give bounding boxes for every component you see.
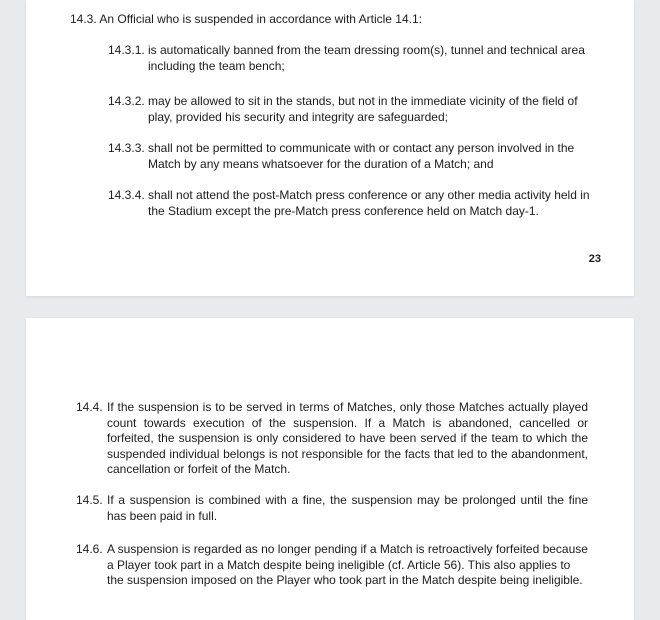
clause-number: 14.4. — [76, 400, 103, 414]
clause-text: is automatically banned from the team dressing room(s), tunnel and technical area including the team bench; — [148, 43, 585, 73]
document-page-top — [26, 0, 634, 296]
clause-14-3-3 — [108, 141, 598, 172]
clause-text: If the suspension is to be served in terms of Matches, only those Matches actually played count towards execution of the suspension. If a Match is abandoned, cancelled or forfeited, the suspension is only considered to have been served if the team to which the suspended individual belongs is not responsible for the facts that led to the abandonment, cancellation or forfeit of the Match. — [107, 400, 588, 476]
clause-text: shall not attend the post-Match press conference or any other media activity held in the Stadium except the pre-Match press conference held on Match day-1. — [148, 188, 590, 218]
clause-text: shall not be permitted to communicate with or contact any person involved in the Match by any means whatsoever for the duration of a Match; and — [148, 141, 575, 171]
clause-number: 14.3.3. — [108, 141, 145, 155]
clause-text: may be allowed to sit in the stands, but not in the immediate vicinity of the field of play, provided his security and integrity are safeguarded; — [148, 94, 578, 124]
clause-14-4 — [76, 400, 588, 478]
section-text: An Official who is suspended in accordance with Article 14.1: — [99, 12, 422, 26]
clause-number: 14.5. — [76, 493, 103, 507]
clause-14-3-4 — [108, 188, 598, 219]
section-number: 14.3. — [70, 12, 97, 26]
page-number: 23 — [588, 253, 601, 265]
clause-number: 14.3.4. — [108, 188, 145, 202]
clause-14-3-1 — [108, 43, 598, 74]
clause-number: 14.6. — [76, 542, 103, 556]
clause-number: 14.3.1. — [108, 43, 145, 57]
section-14-3-heading — [70, 12, 590, 28]
clause-14-3-2 — [108, 94, 598, 125]
clause-text: If a suspension is combined with a fine, the suspension may be prolonged until the fine has been paid in full. — [107, 493, 588, 523]
document-page-bottom — [26, 318, 634, 620]
clause-text: A suspension is regarded as no longer pending if a Match is retroactively forfeited because a Player took part in a Match despite being ineligible (cf. Article 56). This also applies to the suspension imposed on the Player who took part in the Match despite being ineligible. — [107, 542, 588, 587]
clause-14-6 — [76, 542, 588, 589]
clause-14-5 — [76, 493, 588, 524]
clause-number: 14.3.2. — [108, 94, 145, 108]
